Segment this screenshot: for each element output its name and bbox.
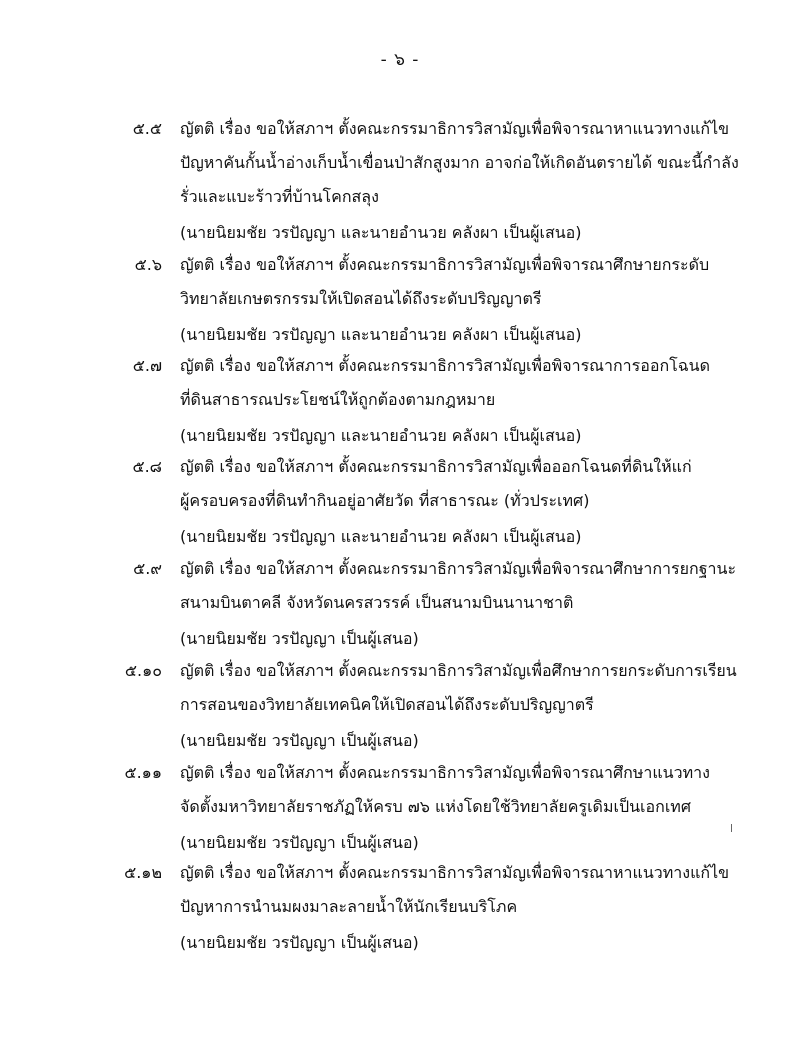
motion-text [180, 349, 780, 453]
motion-line: ที่ดินสาธารณประโยชน์ให้ถูกต้องตามกฎหมาย [180, 390, 496, 409]
motion-line: ญัตติ เรื่อง ขอให้สภาฯ ตั้งคณะกรรมาธิการวิสามัญเพื่อพิจารณาศึกษาการยกฐานะ [180, 559, 737, 578]
motion-line: ญัตติ เรื่อง ขอให้สภาฯ ตั้งคณะกรรมาธิการวิสามัญเพื่อพิจารณาศึกษายกระดับ [180, 255, 710, 274]
motion-text [180, 450, 780, 554]
motion-number: ๕.๗ [132, 356, 162, 375]
motion-proposer: (นายนิยมชัย วรปัญญา เป็นผู้เสนอ) [180, 833, 419, 852]
motion-proposer: (นายนิยมชัย วรปัญญา และนายอำนวย คลังผา เป็นผู้เสนอ) [180, 325, 582, 344]
motion-line: ปัญหาคันกั้นน้ำอ่างเก็บน้ำเขื่อนป่าสักสูงมาก อาจก่อให้เกิดอันตรายได้ ขณะนี้กำลัง [180, 153, 739, 172]
motion-number: ๕.๘ [132, 457, 162, 476]
motion-line: ญัตติ เรื่อง ขอให้สภาฯ ตั้งคณะกรรมาธิการวิสามัญเพื่อพิจารณาการออกโฉนด [180, 356, 710, 375]
motion-line: ผู้ครอบครองที่ดินทำกินอยู่อาศัยวัด ที่สาธารณะ (ทั่วประเทศ) [180, 491, 590, 510]
motion-text [180, 856, 780, 960]
motion-proposer: (นายนิยมชัย วรปัญญา และนายอำนวย คลังผา เป็นผู้เสนอ) [180, 527, 582, 546]
motion-line: ปัญหาการนำนมผงมาละลายน้ำให้นักเรียนบริโภค [180, 897, 518, 916]
motion-line: ญัตติ เรื่อง ขอให้สภาฯ ตั้งคณะกรรมาธิการวิสามัญเพื่อออกโฉนดที่ดินให้แก่ [180, 457, 692, 476]
motion-line: ญัตติ เรื่อง ขอให้สภาฯ ตั้งคณะกรรมาธิการวิสามัญเพื่อพิจารณาหาแนวทางแก้ไข [180, 863, 730, 882]
motion-text [180, 112, 780, 250]
motion-line: ญัตติ เรื่อง ขอให้สภาฯ ตั้งคณะกรรมาธิการวิสามัญเพื่อพิจารณาหาแนวทางแก้ไข [180, 119, 730, 138]
motion-text [180, 756, 780, 860]
motion-proposer: (นายนิยมชัย วรปัญญา และนายอำนวย คลังผา เป็นผู้เสนอ) [180, 223, 582, 242]
motion-line: การสอนของวิทยาลัยเทคนิคให้เปิดสอนได้ถึงระดับปริญญาตรี [180, 695, 594, 714]
motion-number: ๕.๑๐ [124, 661, 162, 680]
motion-text [180, 654, 780, 758]
motion-number: ๕.๑๒ [124, 863, 162, 882]
motion-number: ๕.๑๑ [124, 763, 162, 782]
motion-line: จัดตั้งมหาวิทยาลัยราชภัฏให้ครบ ๗๖ แห่งโดยใช้วิทยาลัยครูเดิมเป็นเอกเทศ [180, 797, 691, 816]
motion-line: วิทยาลัยเกษตรกรรมให้เปิดสอนได้ถึงระดับปริญญาตรี [180, 289, 542, 308]
motion-proposer: (นายนิยมชัย วรปัญญา เป็นผู้เสนอ) [180, 731, 419, 750]
motion-text [180, 552, 780, 656]
motion-line: ญัตติ เรื่อง ขอให้สภาฯ ตั้งคณะกรรมาธิการวิสามัญเพื่อศึกษาการยกระดับการเรียน [180, 661, 737, 680]
motion-number: ๕.๙ [133, 559, 162, 578]
motion-text [180, 248, 780, 352]
motion-proposer: (นายนิยมชัย วรปัญญา เป็นผู้เสนอ) [180, 933, 419, 952]
motion-number: ๕.๕ [132, 119, 162, 138]
motion-line: สนามบินตาคลี จังหวัดนครสวรรค์ เป็นสนามบินนานาชาติ [180, 593, 574, 612]
motion-line: รั่วและแบะร้าวที่บ้านโคกสลุง [180, 187, 379, 206]
motion-proposer: (นายนิยมชัย วรปัญญา และนายอำนวย คลังผา เป็นผู้เสนอ) [180, 426, 582, 445]
motion-line: ญัตติ เรื่อง ขอให้สภาฯ ตั้งคณะกรรมาธิการวิสามัญเพื่อพิจารณาศึกษาแนวทาง [180, 763, 710, 782]
motion-proposer: (นายนิยมชัย วรปัญญา เป็นผู้เสนอ) [180, 629, 419, 648]
motion-number: ๕.๖ [134, 255, 162, 274]
page-number: - ๖ - [380, 50, 420, 70]
scan-mark [731, 824, 732, 832]
